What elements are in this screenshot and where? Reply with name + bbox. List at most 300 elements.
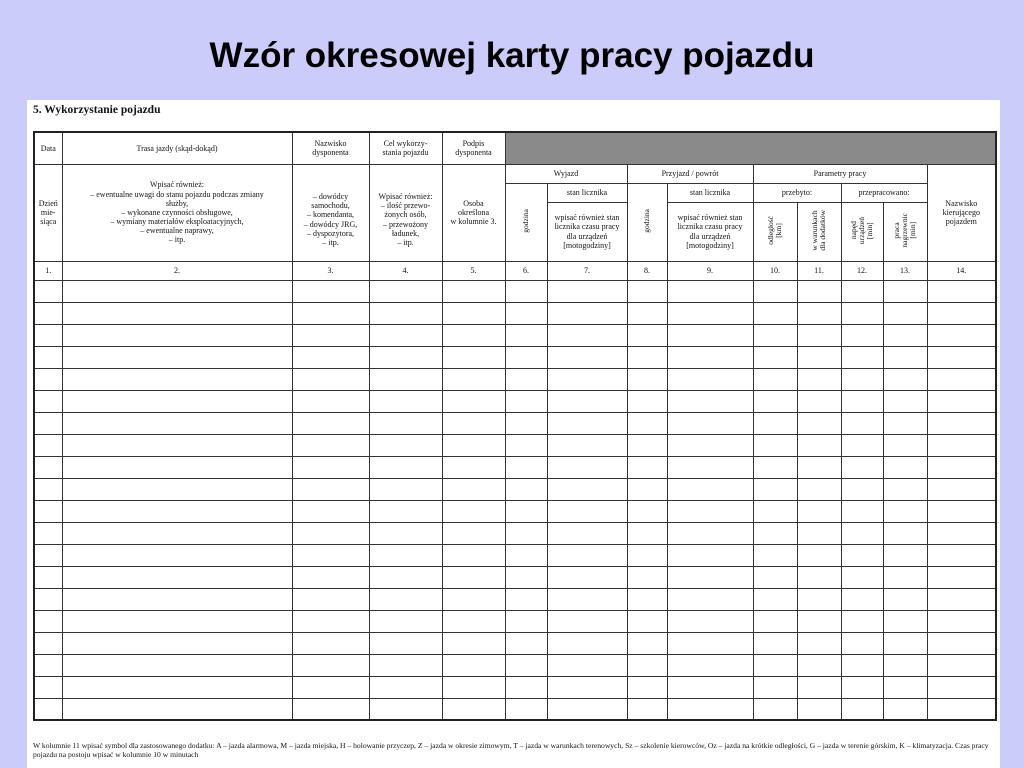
- entry-cell[interactable]: [369, 280, 442, 302]
- entry-cell[interactable]: [753, 456, 797, 478]
- entry-cell[interactable]: [627, 324, 667, 346]
- entry-cell[interactable]: [292, 500, 369, 522]
- entry-cell[interactable]: [442, 412, 505, 434]
- entry-cell[interactable]: [505, 346, 547, 368]
- entry-cell[interactable]: [667, 544, 753, 566]
- entry-cell[interactable]: [547, 478, 627, 500]
- entry-cell[interactable]: [883, 346, 927, 368]
- entry-cell[interactable]: [627, 280, 667, 302]
- entry-cell[interactable]: [505, 676, 547, 698]
- entry-cell[interactable]: [547, 324, 627, 346]
- entry-cell[interactable]: [369, 500, 442, 522]
- entry-cell[interactable]: [753, 566, 797, 588]
- entry-cell[interactable]: [369, 302, 442, 324]
- entry-cell[interactable]: [442, 390, 505, 412]
- entry-cell[interactable]: [442, 280, 505, 302]
- entry-cell[interactable]: [505, 478, 547, 500]
- entry-cell[interactable]: [34, 324, 62, 346]
- entry-cell[interactable]: [505, 632, 547, 654]
- entry-cell[interactable]: [927, 610, 996, 632]
- trasa-note-item: – wykonane czynności obsługowe,: [121, 207, 233, 217]
- entry-cell[interactable]: [34, 390, 62, 412]
- entry-cell[interactable]: [753, 544, 797, 566]
- entry-cell[interactable]: [883, 676, 927, 698]
- entry-cell[interactable]: [753, 302, 797, 324]
- entry-cell[interactable]: [753, 588, 797, 610]
- entry-cell[interactable]: [292, 302, 369, 324]
- entry-cell[interactable]: [292, 610, 369, 632]
- entry-row: [34, 676, 996, 698]
- entry-cell[interactable]: [442, 632, 505, 654]
- entry-cell[interactable]: [292, 456, 369, 478]
- entry-cell[interactable]: [369, 368, 442, 390]
- entry-cell[interactable]: [927, 302, 996, 324]
- entry-cell[interactable]: [505, 324, 547, 346]
- header-nazwisko-dysponenta: Nazwisko dysponenta: [292, 132, 369, 164]
- entry-cell[interactable]: [292, 566, 369, 588]
- entry-cell[interactable]: [667, 368, 753, 390]
- header-przyjazd: Przyjazd / powrót: [627, 164, 753, 183]
- entry-cell[interactable]: [753, 522, 797, 544]
- entry-cell[interactable]: [62, 566, 292, 588]
- entry-cell[interactable]: [753, 632, 797, 654]
- header-praca: [883, 202, 927, 261]
- entry-cell[interactable]: [797, 654, 841, 676]
- entry-cell[interactable]: [369, 434, 442, 456]
- entry-cell[interactable]: [292, 324, 369, 346]
- entry-cell[interactable]: [369, 654, 442, 676]
- entry-cell[interactable]: [883, 412, 927, 434]
- entry-cell[interactable]: [369, 390, 442, 412]
- entry-cell[interactable]: [753, 412, 797, 434]
- entry-cell[interactable]: [292, 390, 369, 412]
- entry-cell[interactable]: [797, 412, 841, 434]
- entry-cell[interactable]: [753, 346, 797, 368]
- entry-cell[interactable]: [841, 566, 883, 588]
- entry-cell[interactable]: [547, 346, 627, 368]
- entry-cell[interactable]: [627, 566, 667, 588]
- entry-cell[interactable]: [292, 412, 369, 434]
- entry-cell[interactable]: [369, 632, 442, 654]
- entry-cell[interactable]: [797, 390, 841, 412]
- entry-cell[interactable]: [883, 324, 927, 346]
- entry-cell[interactable]: [505, 588, 547, 610]
- entry-cell[interactable]: [667, 632, 753, 654]
- header-wyjazd: Wyjazd: [505, 164, 627, 183]
- entry-cell[interactable]: [442, 302, 505, 324]
- entry-cell[interactable]: [442, 588, 505, 610]
- entry-cell[interactable]: [292, 280, 369, 302]
- entry-cell[interactable]: [883, 588, 927, 610]
- entry-cell[interactable]: [753, 698, 797, 720]
- entry-cell[interactable]: [547, 610, 627, 632]
- entry-cell[interactable]: [292, 676, 369, 698]
- entry-cell[interactable]: [841, 412, 883, 434]
- entry-cell[interactable]: [547, 390, 627, 412]
- entry-cell[interactable]: [547, 588, 627, 610]
- entry-cell[interactable]: [62, 522, 292, 544]
- entry-cell[interactable]: [927, 368, 996, 390]
- entry-cell[interactable]: [797, 368, 841, 390]
- entry-cell[interactable]: [292, 698, 369, 720]
- entry-cell[interactable]: [505, 522, 547, 544]
- entry-cell[interactable]: [627, 412, 667, 434]
- entry-cell[interactable]: [505, 434, 547, 456]
- entry-cell[interactable]: [841, 324, 883, 346]
- entry-cell[interactable]: [369, 610, 442, 632]
- entry-cell[interactable]: [62, 676, 292, 698]
- footnote: W kolumnie 11 wpisać symbol dla zastosowanego dodatku: A – jazda alarmowa, M – jazda miejska, H – holowanie przyczep, Z – jazda w okresie zimowym, T – jazda w warunkach terenowych, Sz – szkolenie kierowców, Oz – jazda na krótkie odległości, G – jazda w terenie górskim, K – klimatyzacja. Czas pracy pojazdu na postoju wpisać w kolumnie 10 w minutach: [33, 741, 989, 760]
- entry-row: [34, 412, 996, 434]
- entry-cell[interactable]: [34, 456, 62, 478]
- entry-cell[interactable]: [883, 390, 927, 412]
- entry-cell[interactable]: [62, 544, 292, 566]
- entry-cell[interactable]: [34, 676, 62, 698]
- entry-cell[interactable]: [927, 456, 996, 478]
- entry-cell[interactable]: [797, 434, 841, 456]
- entry-cell[interactable]: [547, 302, 627, 324]
- entry-cell[interactable]: [505, 500, 547, 522]
- entry-cell[interactable]: [797, 632, 841, 654]
- entry-cell[interactable]: [442, 500, 505, 522]
- entry-cell[interactable]: [442, 544, 505, 566]
- entry-cell[interactable]: [505, 302, 547, 324]
- entry-cell[interactable]: [667, 610, 753, 632]
- entry-cell[interactable]: [753, 324, 797, 346]
- entry-cell[interactable]: [797, 280, 841, 302]
- entry-cell[interactable]: [547, 654, 627, 676]
- entry-cell[interactable]: [927, 566, 996, 588]
- entry-cell[interactable]: [369, 478, 442, 500]
- entry-cell[interactable]: [883, 434, 927, 456]
- entry-cell[interactable]: [927, 588, 996, 610]
- entry-cell[interactable]: [292, 478, 369, 500]
- entry-cell[interactable]: [883, 610, 927, 632]
- entry-cell[interactable]: [292, 346, 369, 368]
- entry-cell[interactable]: [753, 654, 797, 676]
- entry-cell[interactable]: [667, 280, 753, 302]
- entry-row: [34, 522, 996, 544]
- entry-cell[interactable]: [797, 676, 841, 698]
- entry-cell[interactable]: [883, 456, 927, 478]
- entry-cell[interactable]: [62, 302, 292, 324]
- entry-cell[interactable]: [927, 544, 996, 566]
- entry-cell[interactable]: [505, 412, 547, 434]
- entry-cell[interactable]: [797, 346, 841, 368]
- entry-cell[interactable]: [627, 434, 667, 456]
- entry-cell[interactable]: [667, 522, 753, 544]
- cel-note-title: Wpisać również:: [378, 191, 433, 201]
- entry-cell[interactable]: [547, 368, 627, 390]
- entry-cell[interactable]: [753, 280, 797, 302]
- entry-cell[interactable]: [753, 500, 797, 522]
- entry-cell[interactable]: [627, 456, 667, 478]
- entry-cell[interactable]: [442, 566, 505, 588]
- entry-cell[interactable]: [62, 434, 292, 456]
- w-warunkach-label: w warunkach dla dodatków: [810, 210, 827, 251]
- entry-cell[interactable]: [883, 522, 927, 544]
- entry-cell[interactable]: [667, 566, 753, 588]
- entry-cell[interactable]: [369, 412, 442, 434]
- entry-cell[interactable]: [841, 676, 883, 698]
- entry-cell[interactable]: [627, 522, 667, 544]
- entry-cell[interactable]: [62, 632, 292, 654]
- entry-cell[interactable]: [62, 500, 292, 522]
- entry-cell[interactable]: [841, 522, 883, 544]
- entry-cell[interactable]: [62, 478, 292, 500]
- entry-cell[interactable]: [34, 434, 62, 456]
- entry-cell[interactable]: [547, 676, 627, 698]
- entry-cell[interactable]: [627, 632, 667, 654]
- entry-cell[interactable]: [34, 302, 62, 324]
- entry-cell[interactable]: [883, 302, 927, 324]
- entry-cell[interactable]: [753, 434, 797, 456]
- entry-cell[interactable]: [883, 500, 927, 522]
- entry-cell[interactable]: [883, 566, 927, 588]
- entry-cell[interactable]: [883, 654, 927, 676]
- header-osoba: Osoba określona w kolumnie 3.: [442, 164, 505, 261]
- entry-cell[interactable]: [62, 654, 292, 676]
- entry-cell[interactable]: [62, 456, 292, 478]
- entry-cell[interactable]: [442, 324, 505, 346]
- entry-cell[interactable]: [505, 654, 547, 676]
- entry-cell[interactable]: [34, 544, 62, 566]
- entry-cell[interactable]: [627, 368, 667, 390]
- entry-cell[interactable]: [369, 324, 442, 346]
- entry-cell[interactable]: [927, 676, 996, 698]
- entry-cell[interactable]: [547, 698, 627, 720]
- entry-cell[interactable]: [753, 478, 797, 500]
- entry-cell[interactable]: [369, 566, 442, 588]
- entry-cell[interactable]: [442, 368, 505, 390]
- entry-cell[interactable]: [841, 368, 883, 390]
- entry-cell[interactable]: [34, 412, 62, 434]
- entry-cell[interactable]: [292, 588, 369, 610]
- entry-cell[interactable]: [927, 478, 996, 500]
- entry-cell[interactable]: [667, 500, 753, 522]
- entry-cell[interactable]: [797, 588, 841, 610]
- entry-cell[interactable]: [34, 588, 62, 610]
- entry-cell[interactable]: [369, 676, 442, 698]
- entry-cell[interactable]: [797, 544, 841, 566]
- entry-cell[interactable]: [753, 368, 797, 390]
- entry-cell[interactable]: [627, 698, 667, 720]
- entry-cell[interactable]: [62, 390, 292, 412]
- entry-cell[interactable]: [841, 434, 883, 456]
- entry-cell[interactable]: [547, 566, 627, 588]
- entry-cell[interactable]: [841, 478, 883, 500]
- entry-cell[interactable]: [292, 522, 369, 544]
- entry-cell[interactable]: [34, 500, 62, 522]
- entry-cell[interactable]: [883, 478, 927, 500]
- entry-cell[interactable]: [34, 522, 62, 544]
- entry-cell[interactable]: [547, 632, 627, 654]
- entry-cell[interactable]: [797, 302, 841, 324]
- entry-cell[interactable]: [505, 280, 547, 302]
- entry-cell[interactable]: [797, 522, 841, 544]
- entry-cell[interactable]: [667, 302, 753, 324]
- entry-cell[interactable]: [627, 676, 667, 698]
- entry-cell[interactable]: [627, 302, 667, 324]
- entry-cell[interactable]: [667, 434, 753, 456]
- entry-cell[interactable]: [667, 390, 753, 412]
- entry-cell[interactable]: [797, 324, 841, 346]
- entry-cell[interactable]: [667, 588, 753, 610]
- trasa-note-item: – itp.: [168, 235, 186, 245]
- entry-row: [34, 588, 996, 610]
- entry-cell[interactable]: [62, 368, 292, 390]
- entry-cell[interactable]: [883, 280, 927, 302]
- entry-cell[interactable]: [797, 456, 841, 478]
- entry-cell[interactable]: [442, 456, 505, 478]
- entry-cell[interactable]: [369, 522, 442, 544]
- entry-cell[interactable]: [34, 566, 62, 588]
- entry-cell[interactable]: [34, 368, 62, 390]
- entry-cell[interactable]: [62, 698, 292, 720]
- entry-cell[interactable]: [34, 654, 62, 676]
- entry-cell[interactable]: [841, 544, 883, 566]
- entry-cell[interactable]: [62, 280, 292, 302]
- entry-cell[interactable]: [442, 434, 505, 456]
- header-data: Data: [34, 132, 62, 164]
- entry-cell[interactable]: [883, 698, 927, 720]
- entry-cell[interactable]: [369, 456, 442, 478]
- entry-cell[interactable]: [927, 390, 996, 412]
- entry-cell[interactable]: [753, 390, 797, 412]
- entry-cell[interactable]: [667, 654, 753, 676]
- entry-cell[interactable]: [505, 390, 547, 412]
- entry-cell[interactable]: [841, 654, 883, 676]
- entry-cell[interactable]: [62, 610, 292, 632]
- entry-cell[interactable]: [505, 368, 547, 390]
- entry-cell[interactable]: [627, 346, 667, 368]
- entry-cell[interactable]: [927, 346, 996, 368]
- entry-cell[interactable]: [34, 632, 62, 654]
- entry-cell[interactable]: [841, 390, 883, 412]
- entry-cell[interactable]: [547, 412, 627, 434]
- entry-cell[interactable]: [34, 610, 62, 632]
- entry-cell[interactable]: [442, 654, 505, 676]
- entry-cell[interactable]: [797, 478, 841, 500]
- entry-cell[interactable]: [34, 280, 62, 302]
- entry-cell[interactable]: [667, 698, 753, 720]
- entry-cell[interactable]: [927, 500, 996, 522]
- entry-cell[interactable]: [841, 456, 883, 478]
- entry-cell[interactable]: [627, 478, 667, 500]
- entry-cell[interactable]: [927, 434, 996, 456]
- entry-cell[interactable]: [883, 632, 927, 654]
- entry-cell[interactable]: [505, 456, 547, 478]
- entry-cell[interactable]: [797, 610, 841, 632]
- entry-cell[interactable]: [667, 412, 753, 434]
- entry-cell[interactable]: [667, 456, 753, 478]
- entry-cell[interactable]: [927, 698, 996, 720]
- entry-cell[interactable]: [292, 368, 369, 390]
- entry-cell[interactable]: [369, 588, 442, 610]
- entry-cell[interactable]: [667, 346, 753, 368]
- entry-cell[interactable]: [369, 346, 442, 368]
- entry-cell[interactable]: [34, 698, 62, 720]
- entry-cell[interactable]: [753, 676, 797, 698]
- entry-cell[interactable]: [627, 654, 667, 676]
- entry-cell[interactable]: [62, 412, 292, 434]
- entry-cell[interactable]: [667, 676, 753, 698]
- entry-cell[interactable]: [753, 610, 797, 632]
- cel-note-item: – przewożony ładunek,: [382, 219, 429, 238]
- entry-cell[interactable]: [927, 632, 996, 654]
- entry-cell[interactable]: [667, 478, 753, 500]
- entry-cell[interactable]: [34, 346, 62, 368]
- entry-cell[interactable]: [442, 346, 505, 368]
- entry-cell[interactable]: [841, 698, 883, 720]
- entry-cell[interactable]: [547, 544, 627, 566]
- entry-cell[interactable]: [667, 324, 753, 346]
- entry-cell[interactable]: [627, 588, 667, 610]
- godzina-label: godzina: [642, 209, 652, 233]
- entry-cell[interactable]: [841, 632, 883, 654]
- entry-cell[interactable]: [927, 654, 996, 676]
- entry-cell[interactable]: [627, 390, 667, 412]
- entry-cell[interactable]: [369, 544, 442, 566]
- entry-row: [34, 478, 996, 500]
- entry-cell[interactable]: [505, 544, 547, 566]
- entry-cell[interactable]: [547, 434, 627, 456]
- entry-cell[interactable]: [927, 412, 996, 434]
- entry-cell[interactable]: [547, 500, 627, 522]
- entry-cell[interactable]: [883, 544, 927, 566]
- entry-cell[interactable]: [62, 346, 292, 368]
- entry-cell[interactable]: [505, 610, 547, 632]
- entry-cell[interactable]: [927, 522, 996, 544]
- header-licznik-note-wyjazd: wpisać również stan licznika czasu pracy dla urządzeń [motogodziny]: [547, 202, 627, 261]
- entry-cell[interactable]: [62, 588, 292, 610]
- entry-cell[interactable]: [841, 280, 883, 302]
- entry-cell[interactable]: [627, 500, 667, 522]
- entry-cell[interactable]: [62, 324, 292, 346]
- entry-cell[interactable]: [841, 610, 883, 632]
- entry-cell[interactable]: [34, 478, 62, 500]
- entry-cell[interactable]: [797, 500, 841, 522]
- entry-cell[interactable]: [442, 698, 505, 720]
- entry-cell[interactable]: [797, 698, 841, 720]
- entry-cell[interactable]: [292, 632, 369, 654]
- entry-cell[interactable]: [797, 566, 841, 588]
- entry-cell[interactable]: [547, 456, 627, 478]
- entry-cell[interactable]: [505, 566, 547, 588]
- entry-cell[interactable]: [927, 280, 996, 302]
- entry-cell[interactable]: [927, 324, 996, 346]
- entry-cell[interactable]: [841, 588, 883, 610]
- entry-cell[interactable]: [841, 346, 883, 368]
- entry-cell[interactable]: [505, 698, 547, 720]
- entry-cell[interactable]: [627, 610, 667, 632]
- entry-cell[interactable]: [292, 544, 369, 566]
- entry-cell[interactable]: [841, 500, 883, 522]
- entry-cell[interactable]: [442, 610, 505, 632]
- entry-cell[interactable]: [883, 368, 927, 390]
- entry-cell[interactable]: [627, 544, 667, 566]
- entry-cell[interactable]: [292, 434, 369, 456]
- header-cel-note: [369, 164, 442, 261]
- entry-cell[interactable]: [442, 478, 505, 500]
- entry-cell[interactable]: [442, 676, 505, 698]
- entry-cell[interactable]: [547, 280, 627, 302]
- entry-cell[interactable]: [369, 698, 442, 720]
- entry-cell[interactable]: [841, 302, 883, 324]
- entry-cell[interactable]: [547, 522, 627, 544]
- entry-cell[interactable]: [442, 522, 505, 544]
- entry-cell[interactable]: [292, 654, 369, 676]
